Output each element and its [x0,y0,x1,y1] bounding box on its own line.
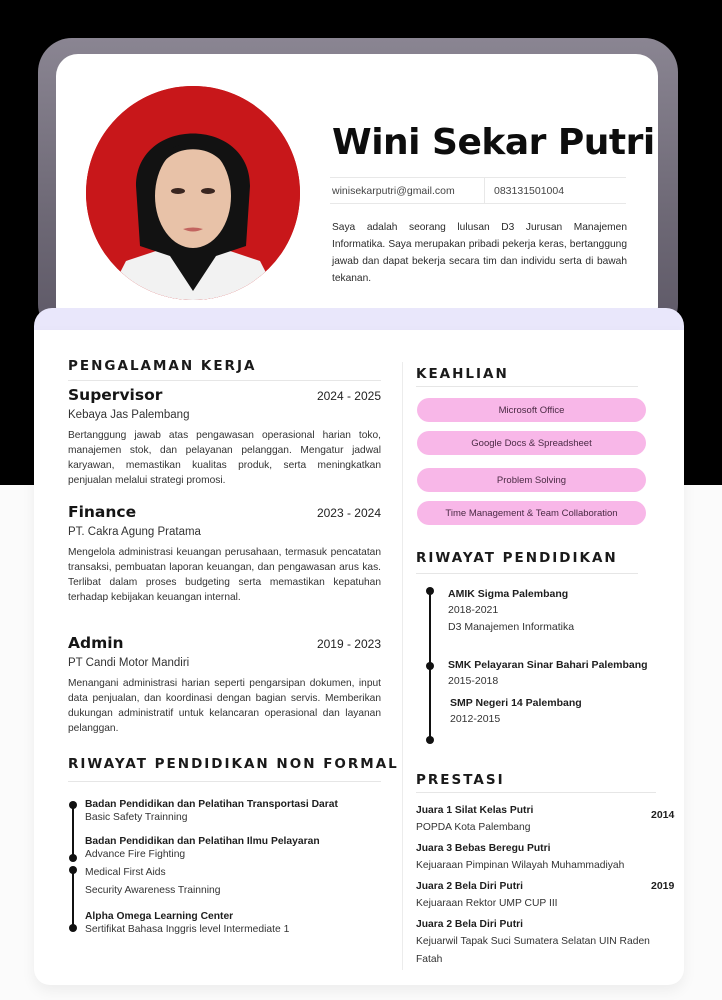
school-major: D3 Manajemen Informatika [448,621,575,633]
skill-pill: Microsoft Office [417,398,646,422]
skill-pill: Time Management & Team Collaboration [417,501,646,525]
school-name: SMK Pelayaran Sinar Bahari Palembang [448,659,648,671]
achievement-event: Kejuaraan Rektor UMP CUP III [416,898,558,909]
job-entry [68,386,381,488]
job-years: 2023 - 2024 [316,506,381,520]
nonformal-course: Medical First Aids [85,867,166,878]
timeline-dot [69,924,77,932]
job-years: 2019 - 2023 [316,637,381,651]
timeline-dot [69,854,77,862]
nonformal-rule [68,781,381,782]
job-years: 2024 - 2025 [316,389,381,403]
job-company: PT. Cakra Agung Pratama [68,526,201,538]
job-description: Mengelola administrasi keuangan perusahaan, termasuk pencatatan transaksi, pembuatan laporan keuangan, dan pengawasan arus kas. Terlibat dalam proses budgeting serta memastikan kepatuhan terhadap kebijakan keuangan internal. [68,547,381,603]
email-text: winisekarputri@gmail.com [330,178,485,203]
achievement-year: 2019 [651,880,675,892]
job-entry [68,634,381,736]
phone-text: 083131501004 [494,185,565,197]
achievement-event: Kejuaraan Pimpinan Wilayah Muhammadiyah [416,860,625,871]
achievements-rule [416,792,656,793]
achievement-event: Kejuarwil Tapak Suci Sumatera Selatan UIN Raden Fatah [416,936,650,965]
bio-text: Saya adalah seorang lulusan D3 Jurusan Manajemen Informatika. Saya merupakan pribadi pekerja keras, bertanggung jawab dan dapat bekerja secara tim dan individu serta di bawah tekanan. [332,222,627,284]
nonformal-institution: Alpha Omega Learning Center [85,911,234,922]
timeline-line [72,870,74,928]
skills-rule [416,386,638,387]
person-portrait-icon [86,86,300,300]
timeline-dot [426,587,434,595]
job-entry [68,503,381,605]
timeline-dot [69,866,77,874]
column-divider [402,362,403,970]
achievement-title: Juara 3 Bebas Beregu Putri [416,843,551,854]
school-name: SMP Negeri 14 Palembang [450,697,582,709]
school-name: AMIK Sigma Palembang [448,588,569,600]
achievement-year: 2014 [651,809,675,821]
skill-pill: Problem Solving [417,468,646,492]
school-years: 2018-2021 [448,604,499,616]
achievement-title: Juara 2 Bela Diri Putri [416,919,524,930]
contact-row [330,177,626,204]
job-company: Kebaya Jas Palembang [68,409,190,421]
timeline-dot [69,801,77,809]
achievement-event: POPDA Kota Palembang [416,822,531,833]
timeline-dot [426,662,434,670]
school-years: 2012-2015 [450,713,501,725]
nonformal-heading: RIWAYAT PENDIDIKAN NON FORMAL [68,756,399,772]
achievement-title: Juara 2 Bela Diri Putri [416,881,524,892]
achievements-heading: PRESTASI [416,772,505,788]
experience-rule [68,380,381,381]
school-years: 2015-2018 [448,675,499,687]
education-heading: RIWAYAT PENDIDIKAN [416,550,618,566]
achievement-title: Juara 1 Silat Kelas Putri [416,805,534,816]
profile-photo [86,86,300,300]
nonformal-course: Advance Fire Fighting [85,849,186,860]
job-description: Menangani administrasi harian seperti pengarsipan dokumen, input data penjualan, dan koordinasi dengan bagian servis. Memberikan dukungan administratif untuk kelancaran operasional dan layanan pelanggan. [68,678,381,734]
experience-heading: PENGALAMAN KERJA [68,358,257,374]
person-name: Wini Sekar Putri [332,122,655,163]
timeline-line [72,805,74,858]
job-title: Admin [68,634,124,652]
nonformal-institution: Badan Pendidikan dan Pelatihan Ilmu Pelayaran [85,836,320,847]
nonformal-institution: Badan Pendidikan dan Pelatihan Transportasi Darat [85,799,338,810]
education-rule [416,573,638,574]
job-title: Finance [68,503,137,521]
timeline-dot [426,736,434,744]
skills-heading: KEAHLIAN [416,366,509,382]
job-description: Bertanggung jawab atas pengawasan operasional harian toko, manajemen stok, dan pelayanan pelanggan. Mengatur jadwal karyawan, memastikan kualitas produk, serta meningkatkan penjualan melalui strategi promosi. [68,430,381,486]
nonformal-course: Sertifikat Bahasa Inggris level Intermediate 1 [85,924,290,935]
nonformal-course: Basic Safety Trainning [85,812,188,823]
nonformal-course: Security Awareness Trainning [85,885,221,896]
skill-pill: Google Docs & Spreadsheet [417,431,646,455]
job-company: PT Candi Motor Mandiri [68,657,190,669]
job-title: Supervisor [68,386,163,404]
